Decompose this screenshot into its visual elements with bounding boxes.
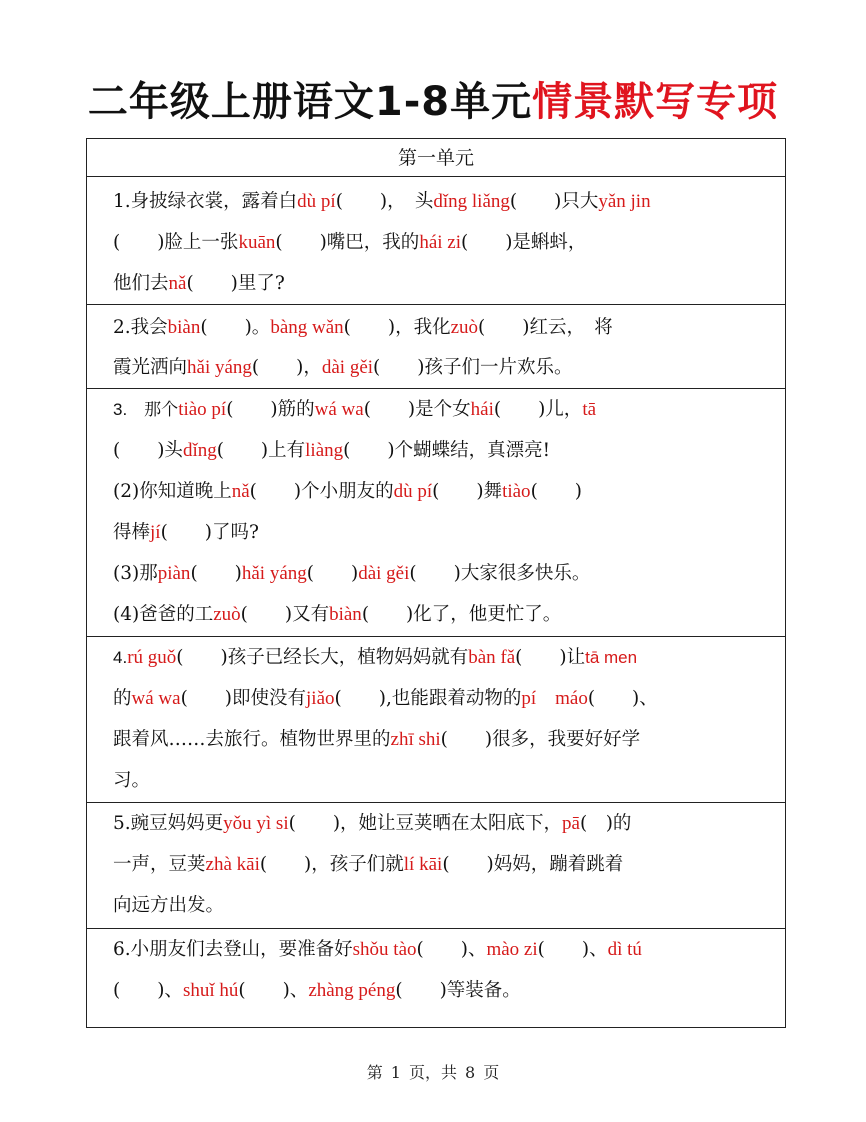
pinyin: wá wa — [131, 688, 181, 709]
pinyin: lí kāi — [403, 854, 443, 875]
blank[interactable]: ( )脸上一张 — [113, 232, 239, 253]
question-4 — [87, 637, 785, 803]
q3-line-1 — [113, 395, 765, 425]
blank[interactable]: ( )上有 — [216, 440, 306, 461]
q1-line-3 — [113, 269, 765, 299]
pinyin: kuān — [238, 232, 276, 253]
page-number: 1 — [390, 1063, 401, 1082]
blank[interactable]: ( )让 — [515, 647, 586, 668]
q2-line-1 — [113, 313, 765, 343]
blank[interactable]: ( )个蝴蝶结，真漂亮! — [343, 440, 551, 461]
pinyin: yǒu yì si — [223, 813, 289, 834]
pinyin: liàng — [305, 440, 344, 461]
q4-line-3 — [113, 725, 765, 755]
pinyin: nǎ — [168, 273, 187, 294]
blank[interactable]: ( )儿， — [493, 399, 583, 420]
blank[interactable]: ( )舞 — [432, 481, 503, 502]
q2-line-2 — [113, 353, 765, 383]
pinyin: hǎi yáng — [187, 357, 252, 378]
unit-header: 第一单元 — [87, 139, 785, 177]
blank[interactable]: ( )里了? — [186, 273, 285, 294]
blank[interactable]: ( )等装备。 — [395, 980, 521, 1001]
q1-line-1 — [113, 187, 765, 217]
pinyin: zuò — [450, 317, 479, 338]
blank[interactable]: ( )头 — [113, 440, 183, 461]
blank[interactable]: ( ) — [190, 563, 242, 584]
text: 他们去 — [113, 273, 169, 294]
blank[interactable]: ( )，她让豆荚晒在太阳底下， — [288, 813, 563, 834]
blank[interactable]: ( )、 — [238, 980, 309, 1001]
pinyin: jiǎo — [306, 688, 335, 709]
q5-line-3 — [113, 891, 765, 921]
text: 3. 那个 — [113, 400, 179, 419]
q3-line-5 — [113, 559, 765, 589]
pinyin: wá wa — [314, 399, 364, 420]
text: 一声，豆荚 — [113, 854, 206, 875]
q1-line-2 — [113, 228, 765, 258]
pinyin: biàn — [329, 604, 362, 625]
pinyin: bàn fǎ — [468, 647, 516, 668]
blank[interactable]: ( )， 头 — [335, 191, 434, 212]
text: (2)你知道晚上 — [113, 481, 232, 502]
pinyin: nǎ — [231, 481, 250, 502]
blank[interactable]: ( )即使没有 — [180, 688, 307, 709]
pinyin: zuò — [213, 604, 241, 625]
blank[interactable]: ( )是个女 — [363, 399, 471, 420]
blank[interactable]: ( )只大 — [509, 191, 599, 212]
pinyin: biàn — [167, 317, 201, 338]
blank[interactable]: ( )、 — [587, 688, 658, 709]
blank[interactable]: ( )、 — [113, 980, 183, 1001]
blank[interactable]: ( ) — [306, 563, 359, 584]
blank[interactable]: ( )筋的 — [226, 399, 315, 420]
title-highlight: 情景默写专项 — [532, 79, 779, 125]
blank[interactable]: ( )又有 — [240, 604, 330, 625]
text: 4. — [113, 648, 128, 667]
blank[interactable]: ( )化了，他更忙了。 — [361, 604, 562, 625]
text: 向远方出发。 — [113, 895, 225, 916]
pinyin: hái zi — [419, 232, 461, 253]
text: 习。 — [113, 770, 151, 791]
page-footer — [0, 1060, 866, 1083]
page-total: 8 — [465, 1063, 476, 1082]
q5-line-2 — [113, 850, 765, 880]
pinyin: hǎi yáng — [241, 563, 307, 584]
q4-line-2 — [113, 684, 765, 714]
footer-text: 第 — [366, 1063, 383, 1082]
blank[interactable]: ( )红云， 将 — [478, 317, 613, 338]
blank[interactable]: ( )个小朋友的 — [249, 481, 394, 502]
pinyin: dù pí — [297, 191, 336, 212]
pinyin: tiào pí — [178, 399, 227, 420]
blank[interactable]: ( )孩子们一片欢乐。 — [373, 357, 573, 378]
pinyin: pā — [562, 813, 580, 834]
pinyin: mào zi — [486, 939, 538, 960]
blank[interactable]: ( )孩子已经长大，植物妈妈就有 — [176, 647, 469, 668]
blank[interactable]: ( )嘴巴，我的 — [275, 232, 420, 253]
blank[interactable]: ( )，我化 — [343, 317, 451, 338]
q3-line-2 — [113, 436, 765, 466]
q6-line-1 — [113, 935, 765, 965]
blank[interactable]: ( )了吗? — [160, 522, 259, 543]
pinyin: dài gěi — [321, 357, 374, 378]
pinyin: shuǐ hú — [182, 980, 239, 1001]
text: 6.小朋友们去登山，要准备好 — [113, 939, 353, 960]
pinyin: tā — [582, 399, 597, 420]
q5-line-1 — [113, 809, 765, 839]
title-main: 二年级上册语文1-8单元 — [87, 79, 533, 125]
pinyin: tiào — [502, 481, 531, 502]
text: (3)那 — [113, 563, 158, 584]
pinyin: dài gěi — [358, 563, 410, 584]
pinyin: hái — [470, 399, 494, 420]
footer-text: 页 — [483, 1063, 500, 1082]
q3-line-6 — [113, 600, 765, 630]
q4-line-4 — [113, 766, 765, 796]
pinyin: dù pí — [393, 481, 433, 502]
blank[interactable]: ( )大家很多快乐。 — [409, 563, 591, 584]
blank[interactable]: ( )妈妈，蹦着跳着 — [442, 854, 624, 875]
pinyin: piàn — [157, 563, 191, 584]
blank[interactable]: ( )是蝌蚪， — [461, 232, 587, 253]
blank[interactable]: ( )很多，我要好好学 — [440, 729, 641, 750]
q6-line-2 — [113, 976, 765, 1006]
text: (4)爸爸的工 — [113, 604, 214, 625]
pinyin: tā men — [585, 648, 638, 667]
text: 的 — [113, 688, 132, 709]
pinyin: zhàng péng — [308, 980, 396, 1001]
pinyin: rú guǒ — [127, 647, 177, 668]
pinyin: bàng wǎn — [270, 317, 344, 338]
pinyin: dǐng — [182, 440, 217, 461]
blank[interactable]: ( )的 — [579, 813, 632, 834]
pinyin: zhī shi — [390, 729, 441, 750]
footer-text: 页，共 — [408, 1063, 457, 1082]
pinyin: jí — [150, 522, 161, 543]
pinyin: dǐng liǎng — [433, 191, 510, 212]
blank[interactable]: ( )、 — [537, 939, 608, 960]
exercise-table — [86, 138, 786, 1028]
pinyin: dì tú — [607, 939, 642, 960]
question-3 — [87, 389, 785, 637]
question-5 — [87, 803, 785, 929]
blank[interactable]: ( )。 — [200, 317, 271, 338]
q3-line-3 — [113, 477, 765, 507]
text: 5.豌豆妈妈更 — [113, 813, 224, 834]
blank[interactable]: ( ) — [530, 481, 582, 502]
blank[interactable]: ( )， — [251, 357, 322, 378]
question-2 — [87, 305, 785, 389]
text: 霞光洒向 — [113, 357, 188, 378]
question-6 — [87, 929, 785, 1027]
pinyin: pí máo — [521, 688, 588, 709]
q4-line-1 — [113, 643, 765, 673]
blank[interactable]: ( ),也能跟着动物的 — [334, 688, 522, 709]
text: 2.我会 — [113, 317, 168, 338]
pinyin: shǒu tào — [352, 939, 417, 960]
q3-line-4 — [113, 518, 765, 548]
page-title — [0, 70, 866, 127]
text: 1.身披绿衣裳，露着白 — [113, 191, 298, 212]
blank[interactable]: ( )，孩子们就 — [259, 854, 404, 875]
pinyin: zhà kāi — [205, 854, 260, 875]
question-1 — [87, 177, 785, 305]
text: 得棒 — [113, 522, 151, 543]
text: 跟着风……去旅行。植物世界里的 — [113, 729, 391, 750]
blank[interactable]: ( )、 — [416, 939, 487, 960]
pinyin: yǎn jin — [598, 191, 651, 212]
